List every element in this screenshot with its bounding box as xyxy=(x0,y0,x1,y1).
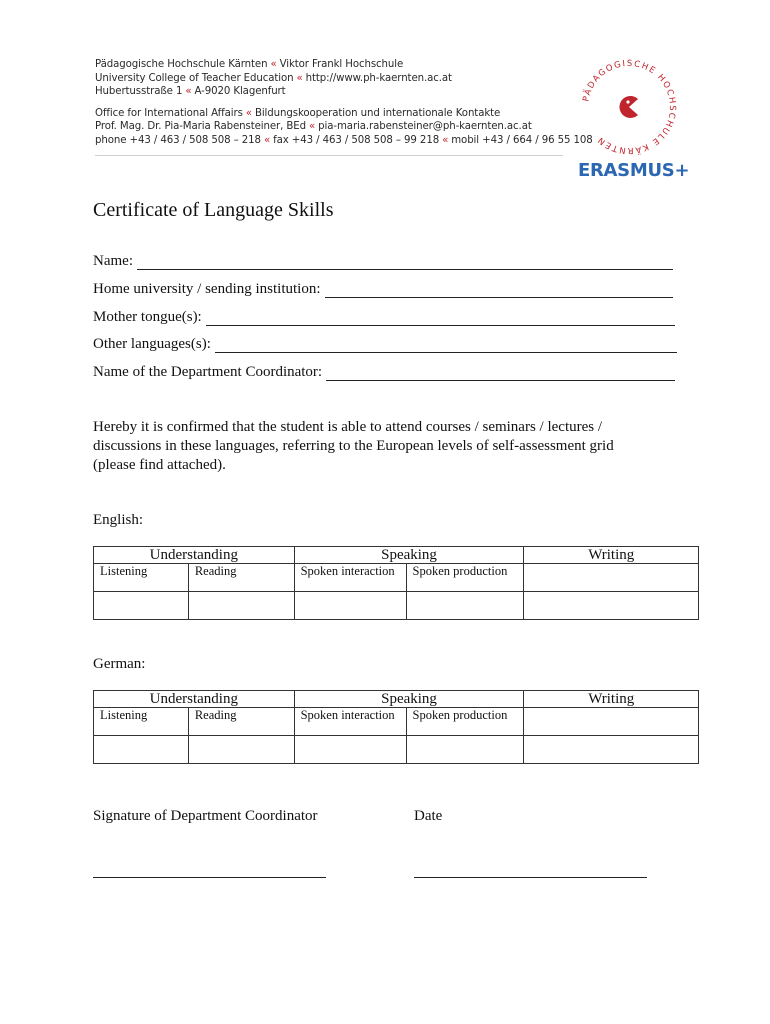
separator-mark: « xyxy=(442,134,449,146)
skills-table-english xyxy=(93,546,699,620)
subheader-spoken-production: Spoken production xyxy=(406,564,524,592)
spoken-production-level-cell[interactable] xyxy=(406,592,524,620)
field-label: Home university / sending institution: xyxy=(93,281,321,297)
website-link[interactable]: http://www.ph-kaernten.ac.at xyxy=(305,72,452,84)
listening-level-cell[interactable] xyxy=(94,592,189,620)
letterhead xyxy=(95,58,593,148)
language-label-german: German: xyxy=(93,656,146,672)
subheader-spoken-production: Spoken production xyxy=(406,708,524,736)
erasmus-logo: ERASMUS+ xyxy=(578,160,690,181)
subheader-reading: Reading xyxy=(188,708,294,736)
letterhead-address: Hubertusstraße 1 « A-9020 Klagenfurt xyxy=(95,86,286,98)
field-label: Name: xyxy=(93,253,133,269)
spoken-interaction-level-cell[interactable] xyxy=(294,736,406,764)
field-label: Mother tongue(s): xyxy=(93,309,202,325)
writing-level-cell[interactable] xyxy=(524,736,699,764)
input-line[interactable] xyxy=(325,285,674,298)
header-speaking: Speaking xyxy=(294,547,524,564)
page-title: Certificate of Language Skills xyxy=(93,199,334,221)
pacman-icon xyxy=(619,96,638,118)
letterhead-office: Office for International Affairs « Bildungskooperation und internationale Kontakte xyxy=(95,107,501,119)
signature-label: Signature of Department Coordinator xyxy=(93,808,318,824)
header-speaking: Speaking xyxy=(294,691,524,708)
department-coordinator-field[interactable] xyxy=(93,364,675,381)
subheader-reading: Reading xyxy=(188,564,294,592)
signature-line[interactable] xyxy=(93,877,326,878)
reading-level-cell[interactable] xyxy=(188,592,294,620)
subheader-listening: Listening xyxy=(94,564,189,592)
separator-mark: « xyxy=(263,134,271,146)
subheader-spoken-interaction: Spoken interaction xyxy=(294,708,406,736)
letterhead-college: University College of Teacher Education « http://www.ph-kaernten.ac.at xyxy=(95,72,452,84)
mother-tongue-field[interactable] xyxy=(93,309,675,326)
header-understanding: Understanding xyxy=(94,547,295,564)
separator-mark: « xyxy=(270,59,277,70)
header-writing: Writing xyxy=(524,547,699,564)
subheader-spoken-interaction: Spoken interaction xyxy=(294,564,406,592)
date-label: Date xyxy=(414,808,443,824)
skills-table-german xyxy=(93,690,699,764)
separator-mark: « xyxy=(309,121,316,133)
name-field[interactable] xyxy=(93,253,673,270)
spoken-production-level-cell[interactable] xyxy=(406,736,524,764)
letterhead-contact-person: Prof. Mag. Dr. Pia-Maria Rabensteiner, BEd « pia-maria.rabensteiner@ph-kaernten.ac.at xyxy=(95,121,532,133)
field-label: Other languages(s): xyxy=(93,336,211,352)
header-understanding: Understanding xyxy=(94,691,295,708)
subheader-listening: Listening xyxy=(94,708,189,736)
field-label: Name of the Department Coordinator: xyxy=(93,364,323,380)
input-line[interactable] xyxy=(326,368,675,381)
seal-logo xyxy=(574,52,684,162)
separator-mark: « xyxy=(185,86,192,98)
writing-subcell xyxy=(524,564,699,592)
writing-subcell xyxy=(524,708,699,736)
confirmation-paragraph: Hereby it is confirmed that the student is able to attend courses / seminars / lectures / discussions in these languages, referring to the European levels of self-assessment grid (please find attached). xyxy=(93,419,614,473)
reading-level-cell[interactable] xyxy=(188,736,294,764)
home-university-field[interactable] xyxy=(93,281,673,298)
writing-level-cell[interactable] xyxy=(524,592,699,620)
language-label-english: English: xyxy=(93,512,144,528)
letterhead-phone: phone +43 / 463 / 508 508 – 218 « fax +43 / 463 / 508 508 – 99 218 « mobil +43 / 664 / 96 55 108 xyxy=(95,134,593,146)
email-link[interactable]: pia-maria.rabensteiner@ph-kaernten.ac.at xyxy=(318,121,532,133)
separator-mark: « xyxy=(245,107,252,119)
date-line[interactable] xyxy=(414,877,647,878)
input-line[interactable] xyxy=(206,313,675,326)
separator-mark: « xyxy=(296,72,303,84)
listening-level-cell[interactable] xyxy=(94,736,189,764)
header-writing: Writing xyxy=(524,691,699,708)
letterhead-divider xyxy=(95,155,563,156)
other-languages-field[interactable] xyxy=(93,336,677,353)
spoken-interaction-level-cell[interactable] xyxy=(294,592,406,620)
input-line[interactable] xyxy=(215,340,677,353)
letterhead-institution: Pädagogische Hochschule Kärnten « Viktor Frankl Hochschule xyxy=(95,59,404,70)
input-line[interactable] xyxy=(137,257,673,270)
seal-text: PÄDAGOGISCHE HOCHSCHULE KÄRNTEN xyxy=(581,58,678,156)
